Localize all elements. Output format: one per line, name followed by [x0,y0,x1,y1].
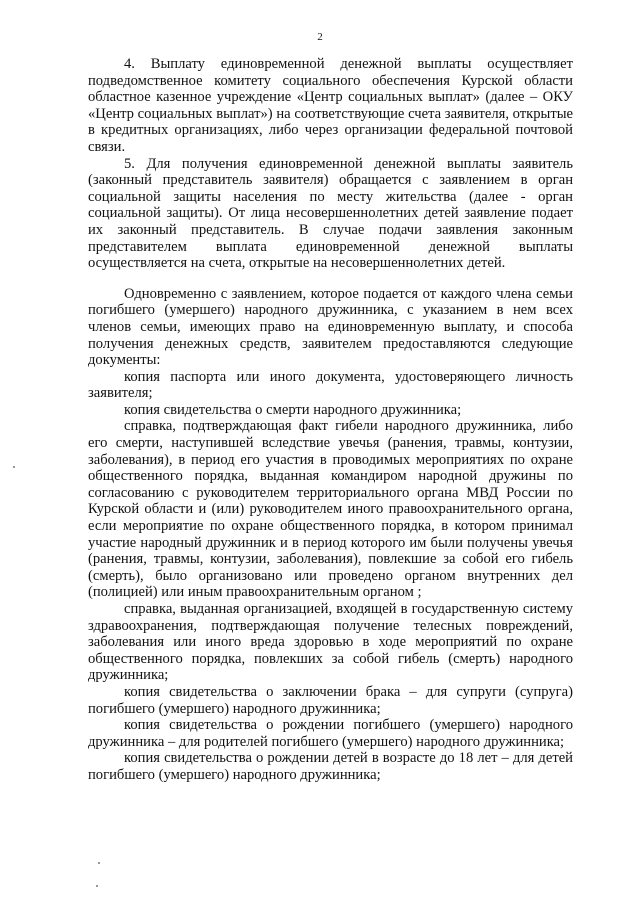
scan-speck [96,885,98,887]
list-item-birth-certificate-children: копия свидетельства о рождении детей в возрасте до 18 лет – для детей погибшего (умершего) народного дружинника; [88,750,573,783]
list-item-passport-copy: копия паспорта или иного документа, удостоверяющего личность заявителя; [88,368,573,402]
scan-speck [98,862,100,864]
paragraph-application: 5. Для получения единовременной денежной выплаты заявитель (законный представитель заявителя) обращается с заявлением в орган социальной защиты населения по месту жительства (далее - орган социальной защиты). От лица несовершеннолетних детей заявление подает их законный представитель. В случае подачи заявления законным представителем выплата единовременной денежной выплаты осуществляется на счета, открытые на несовершеннолетних детей. [88,155,573,272]
list-item-death-certificate: копия свидетельства о смерти народного дружинника; [124,401,462,418]
page-number: 2 [317,31,323,43]
list-item-death-confirmation: справка, подтверждающая факт гибели народного дружинника, либо его смерти, наступившей вследствие увечья (ранения, травмы, контузии, заболевания), в период его участия в проводимых мероприятиях по охране общественного порядка, выданная командиром народной дружины по согласованию с руководителем территориального органа МВД России по Курской области и (или) руководителем иного правоохранительного органа, если мероприятие по охране общественного порядка, в котором принимал участие народный дружинник и в период которого им были получены увечья (ранения, травмы, контузии, заболевания), повлекшие за собой его гибель (смерть), было организовано или проведено органом внутренних дел (полицией) или иным правоохранительным органом ; [88,418,573,601]
list-item-birth-certificate-deceased: копия свидетельства о рождении погибшего (умершего) народного дружинника – для родителей погибшего (умершего) народного дружинника; [88,717,573,750]
list-item-marriage-certificate: копия свидетельства о заключении брака – для супруги (супруга) погибшего (умершего) народного дружинника; [88,683,573,717]
scan-speck [13,466,15,468]
paragraph-payment-provider: 4. Выплату единовременной денежной выплаты осуществляет подведомственное комитету социального обеспечения Курской области областное казенное учреждение «Центр социальных выплат» (далее – ОКУ «Центр социальных выплат») на соответствующие счета заявителя, открытые в кредитных организациях, либо через организации федеральной почтовой связи. [88,56,573,155]
document-body [88,56,573,784]
list-item-medical-certificate: справка, выданная организацией, входящей в государственную систему здравоохранения, подтверждающая получение телесных повреждений, заболевания или иного вреда здоровью в ходе мероприятий по охране общественного порядка, повлекших за собой гибель (смерть) народного дружинника; [88,601,573,684]
paragraph-spacer [88,272,573,286]
paragraph-documents-intro: Одновременно с заявлением, которое подается от каждого члена семьи погибшего (умершего) народного дружинника, с указанием в нем всех членов семьи, имеющих право на единовременную выплату, и способа получения денежных средств, заявителем предоставляются следующие документы: [88,285,573,369]
